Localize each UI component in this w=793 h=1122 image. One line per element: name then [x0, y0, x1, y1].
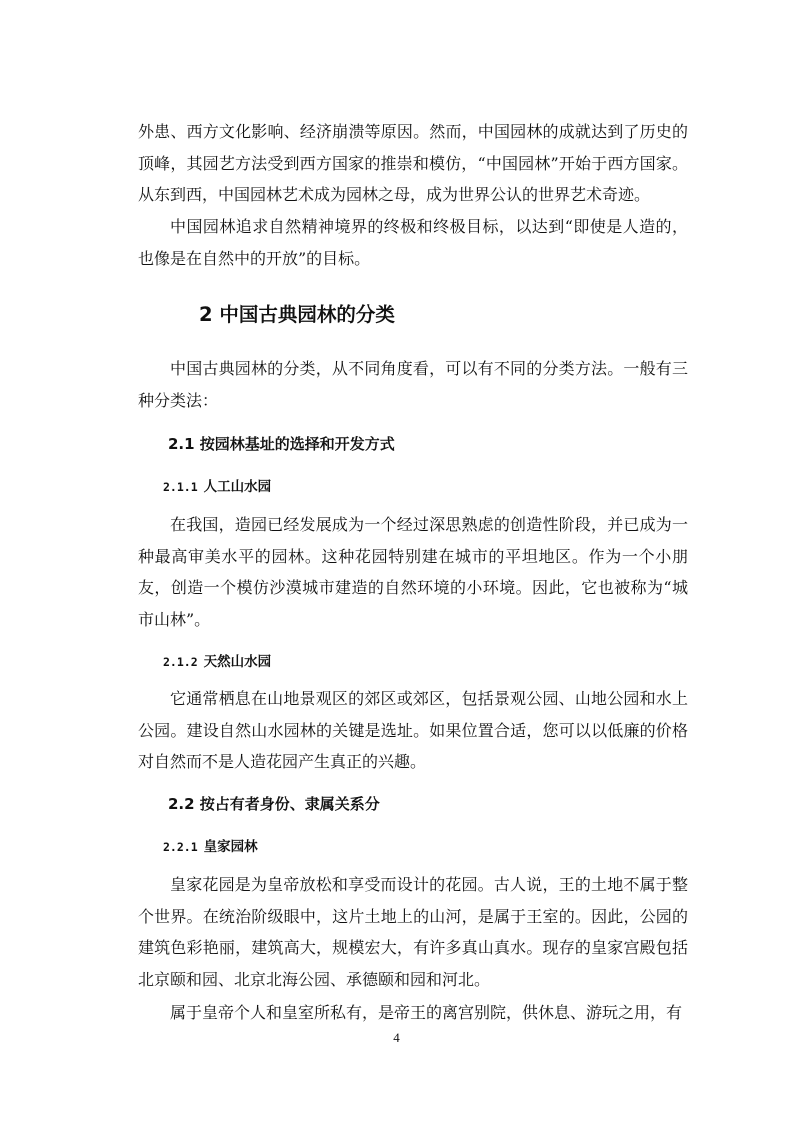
page-number: 4 [393, 1030, 400, 1045]
heading-text: 人工山水园 [203, 479, 272, 495]
subsubsection-heading-2-1-2 [163, 652, 271, 672]
paragraph-natural-landscape: 它通常栖息在山地景观区的郊区或郊区，包括景观公园、山地公园和水上公园。建设自然山水园林的关键是选址。如果位置合适，您可以以低廉的价格对自然而不是人造花园产生真正的兴趣。 [138, 689, 688, 771]
section-heading: 2 中国古典园林的分类 [199, 303, 395, 326]
paragraph-classification-intro: 中国古典园林的分类，从不同角度看，可以有不同的分类方法。一般有三种分类法： [138, 359, 688, 410]
paragraph-artificial-landscape: 在我国，造园已经发展成为一个经过深思熟虑的创造性阶段，并已成为一种最高审美水平的园林。这种花园特别建在城市的平坦地区。作为一个小朋友，创造一个模仿沙漠城市建造的自然环境的小环境。因此，它也被称为“城市山林”。 [138, 515, 688, 629]
subsection-heading-2-2: 2.2 按占有者身份、隶属关系分 [168, 795, 380, 813]
paragraph-royal-garden: 皇家花园是为皇帝放松和享受而设计的花园。古人说，王的土地不属于整个世界。在统治阶级眼中，这片土地上的山河，是属于王室的。因此，公园的建筑色彩艳丽，建筑高大，规模宏大，有许多真山真水。现存的皇家宫殿包括北京颐和园、北京北海公园、承德颐和园和河北。 [138, 875, 688, 989]
subsubsection-heading-2-1-1 [163, 477, 271, 497]
paragraph-royal-private: 属于皇帝个人和皇室所私有，是帝王的离宫别院，供休息、游玩之用，有 [170, 1003, 683, 1022]
heading-text: 皇家园林 [203, 839, 258, 855]
heading-text: 天然山水园 [203, 654, 272, 670]
subsubsection-heading-2-2-1 [163, 837, 258, 857]
heading-number: 2.2.1 [163, 840, 198, 854]
paragraph-pursuit: 中国园林追求自然精神境界的终极和终极目标，以达到“即使是人造的，也像是在自然中的开放”的目标。 [138, 217, 688, 268]
heading-number: 2.1.1 [163, 480, 198, 494]
subsection-heading-2-1: 2.1 按园林基址的选择和开发方式 [168, 435, 395, 453]
paragraph-continuation: 外患、西方文化影响、经济崩溃等原因。然而，中国园林的成就达到了历史的顶峰，其园艺方法受到西方国家的推崇和模仿，“中国园林”开始于西方国家。从东到西，中国园林艺术成为园林之母，成为世界公认的世界艺术奇迹。 [138, 122, 688, 204]
heading-number: 2.1.2 [163, 655, 198, 669]
